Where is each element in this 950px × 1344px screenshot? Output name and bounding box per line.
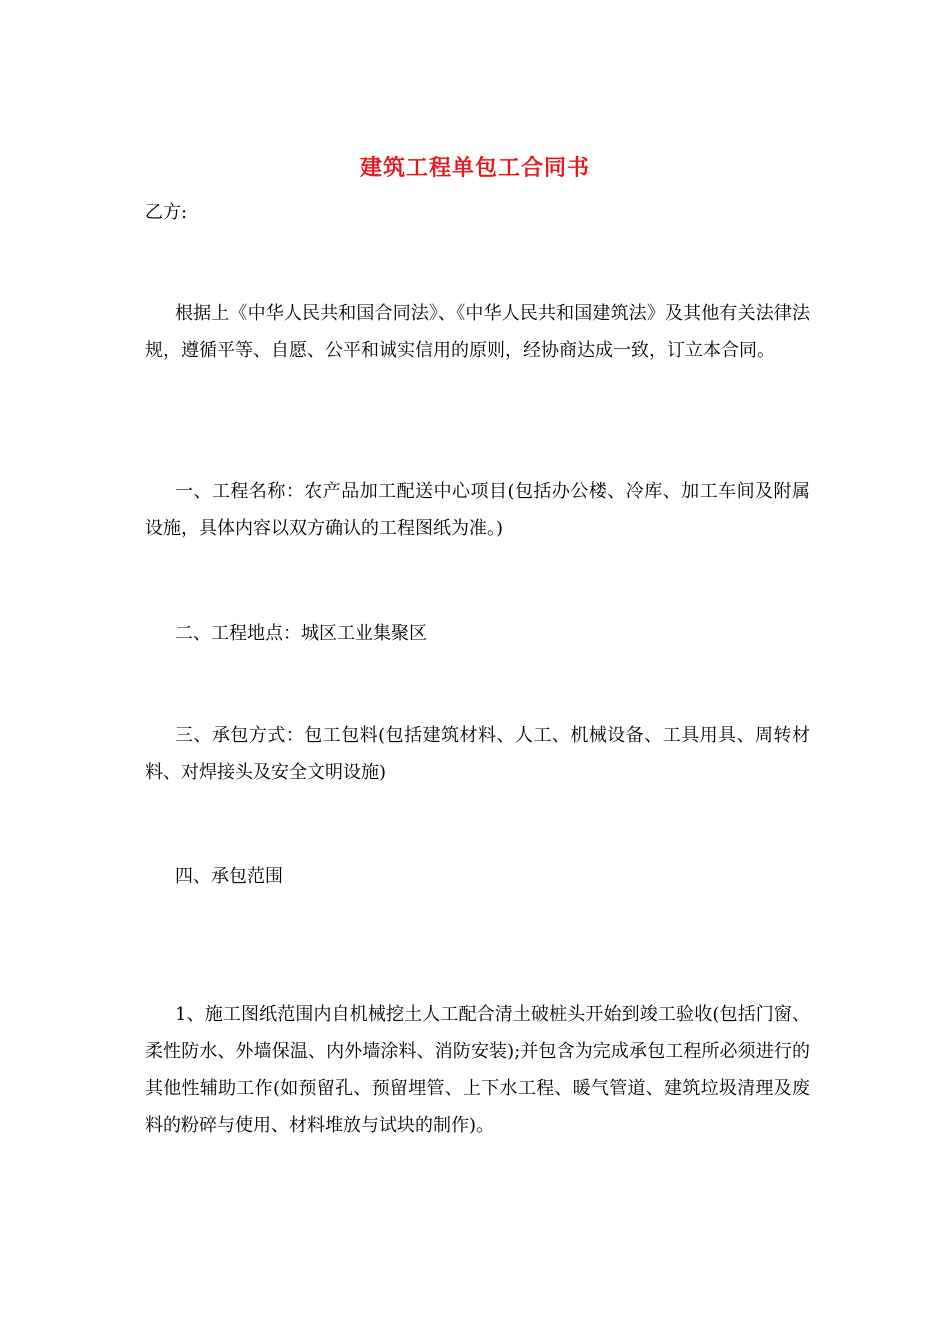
party-b-label: 乙方:: [145, 202, 188, 223]
section-project-name: 一、工程名称：农产品加工配送中心项目(包括办公楼、冷库、加工车间及附属设施，具体内容以双方确认的工程图纸为准。): [145, 481, 810, 539]
section-project-location: 二、工程地点：城区工业集聚区: [175, 623, 427, 644]
intro-paragraph: 根据上《中华人民共和国合同法》、《中华人民共和国建筑法》及其他有关法律法规，遵循平等、自愿、公平和诚实信用的原则，经协商达成一致，订立本合同。: [145, 303, 810, 361]
section-contract-scope-item-1: 1、施工图纸范围内自机械挖土人工配合清土破桩头开始到竣工验收(包括门窗、柔性防水、外墙保温、内外墙涂料、消防安装);并包含为完成承包工程所必须进行的其他性辅助工作(如预留孔、预留埋管、上下水工程、暖气管道、建筑垃圾清理及废料的粉碎与使用、材料堆放与试块的制作)。: [145, 1004, 810, 1136]
section-contract-scope-heading: 四、承包范围: [175, 866, 283, 887]
section-contract-method: 三、承包方式：包工包料(包括建筑材料、人工、机械设备、工具用具、周转材料、对焊接头及安全文明设施): [145, 725, 810, 783]
document-title: 建筑工程单包工合同书: [359, 155, 590, 181]
